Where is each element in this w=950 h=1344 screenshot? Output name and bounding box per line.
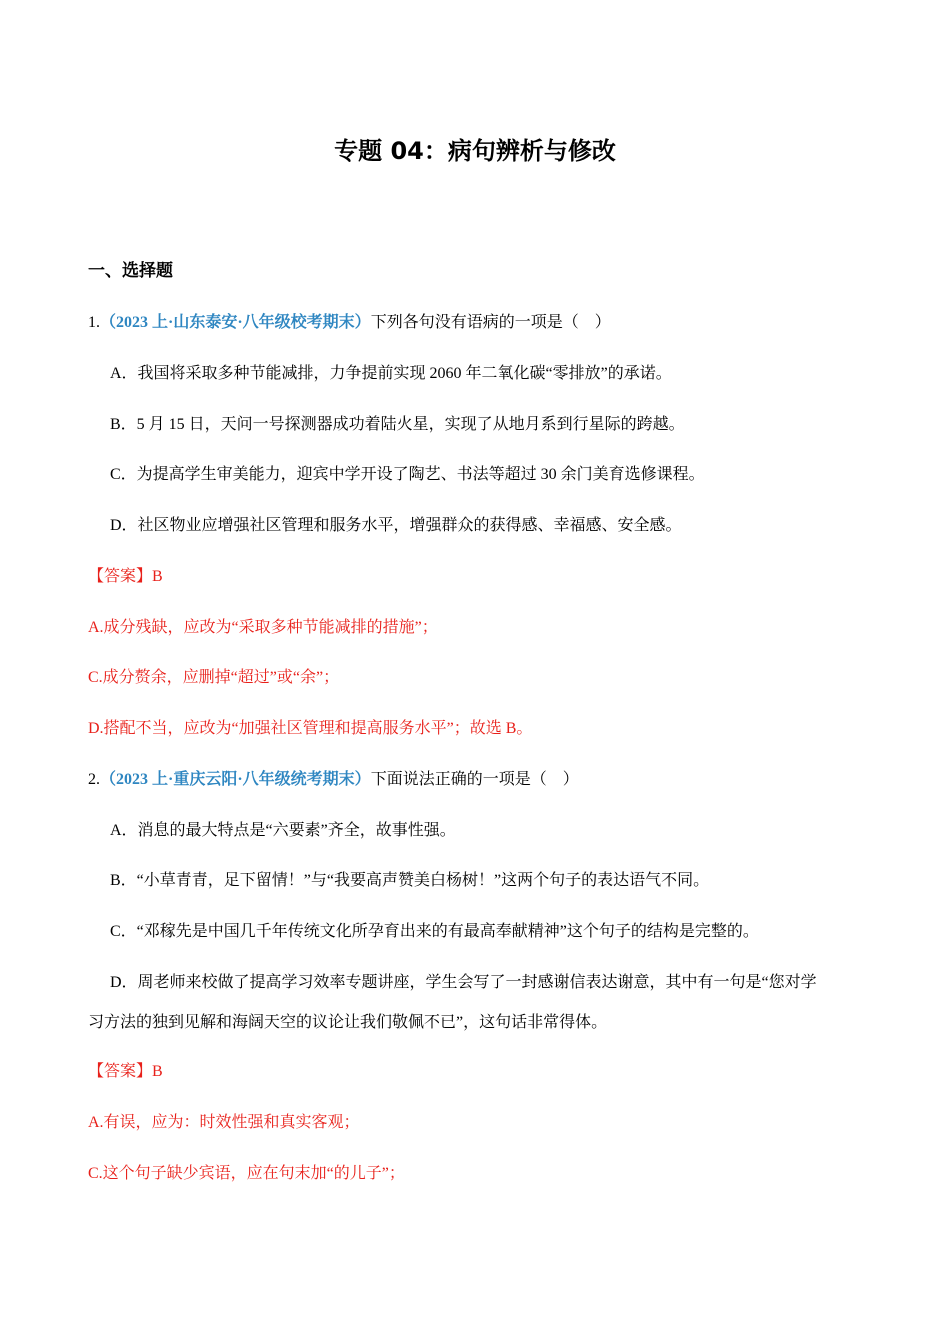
- question-1-stem-line: [88, 311, 611, 335]
- question-2-source: （2023 上·重庆云阳·八年级统考期末）: [100, 771, 371, 788]
- question-2-number: 2.: [88, 771, 100, 788]
- question-2-stem-line: [88, 768, 579, 792]
- question-1-option-b: B．5 月 15 日，天问一号探测器成功着陆火星，实现了从地月系到行星际的跨越。: [110, 416, 685, 433]
- question-1-number: 1.: [88, 314, 100, 331]
- question-2-option-d-continued: 习方法的独到见解和海阔天空的议论让我们敬佩不已”，这句话非常得体。: [88, 1014, 608, 1031]
- question-1-option-d: D．社区物业应增强社区管理和服务水平，增强群众的获得感、幸福感、安全感。: [110, 517, 682, 534]
- section-heading: 一、选择题: [88, 261, 173, 281]
- question-1-analysis-d: D.搭配不当，应改为“加强社区管理和提高服务水平”；故选 B。: [88, 720, 533, 737]
- question-1-analysis-c: C.成分赘余，应删掉“超过”或“余”；: [88, 669, 340, 686]
- question-2-option-c: C．“邓稼先是中国几千年传统文化所孕育出来的有最高奉献精神”这个句子的结构是完整的。: [110, 923, 759, 940]
- question-2-stem: 下面说法正确的一项是（ ）: [370, 771, 579, 788]
- question-2-option-a: A．消息的最大特点是“六要素”齐全，故事性强。: [110, 822, 456, 839]
- question-2-analysis-c: C.这个句子缺少宾语，应在句末加“的儿子”；: [88, 1165, 405, 1182]
- question-2-analysis-a: A.有误，应为：时效性强和真实客观；: [88, 1114, 360, 1131]
- question-1-source: （2023 上·山东泰安·八年级校考期末）: [100, 314, 371, 331]
- page-title: 专题 04：病句辨析与修改: [334, 137, 616, 165]
- question-1-option-a: A．我国将采取多种节能减排，力争提前实现 2060 年二氧化碳“零排放”的承诺。: [110, 365, 672, 382]
- question-2-option-d: D．周老师来校做了提高学习效率专题讲座，学生会写了一封感谢信表达谢意，其中有一句是“您对学: [110, 974, 817, 991]
- question-1-answer: 【答案】B: [88, 568, 163, 585]
- question-1-option-c: C．为提高学生审美能力，迎宾中学开设了陶艺、书法等超过 30 余门美育选修课程。: [110, 466, 705, 483]
- question-2-option-b: B．“小草青青，足下留情！”与“我要高声赞美白杨树！”这两个句子的表达语气不同。: [110, 872, 710, 889]
- question-1-analysis-a: A.成分残缺，应改为“采取多种节能减排的措施”；: [88, 619, 438, 636]
- question-1-stem: 下列各句没有语病的一项是（ ）: [370, 314, 611, 331]
- question-2-answer: 【答案】B: [88, 1063, 163, 1080]
